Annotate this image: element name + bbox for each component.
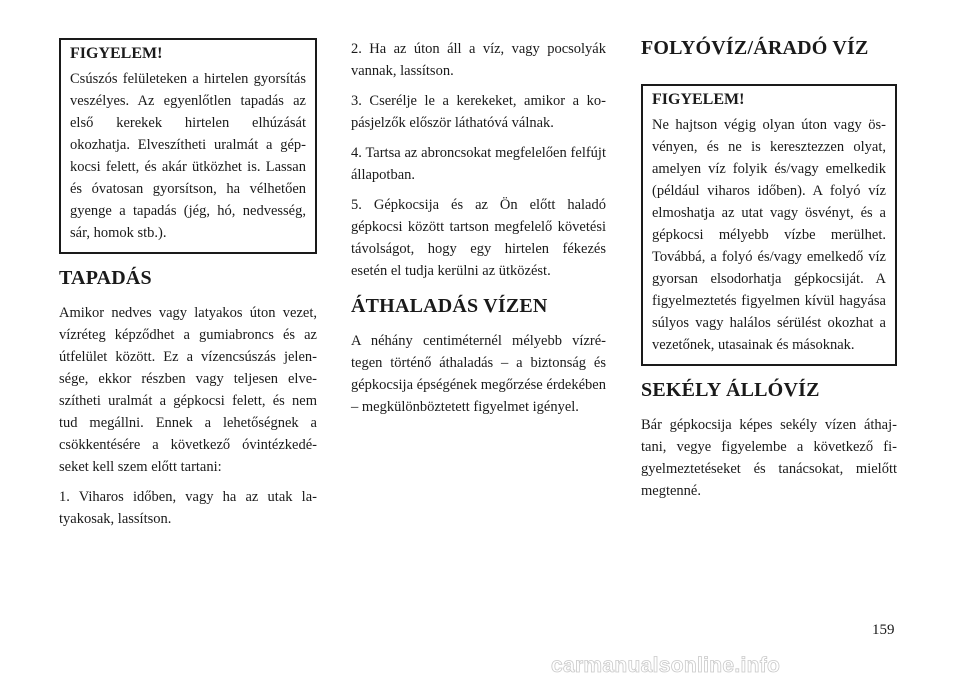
warning-box-slippery xyxy=(59,38,317,254)
shallow-water-paragraph: Bár gépkocsija képes sekély vízen áthajtani, vegye figyelembe a következő figyelmeztetéseket és tanácsokat, mielőtt megtenné. xyxy=(641,417,897,499)
heading-shallow-water: SEKÉLY ÁLLÓVÍZ xyxy=(641,379,820,401)
column-middle xyxy=(351,0,606,426)
list-item-1: 1. Viharos időben, vagy ha az utak latyakosak, lassítson. xyxy=(59,489,317,527)
heading-flowing-water: FOLYÓVÍZ/ÁRADÓ VÍZ xyxy=(641,37,869,59)
list-item-3: 3. Cserélje le a kerekeket, amikor a kopásjelzők először láthatóvá válnak. xyxy=(351,93,606,131)
warning-box-flowing-water xyxy=(641,84,897,366)
warning-title: FIGYELEM! xyxy=(652,91,745,108)
heading-traction: TAPADÁS xyxy=(59,267,152,289)
watermark-text: carmanualsonline.info xyxy=(551,654,781,677)
column-left xyxy=(59,0,317,538)
heading-water-crossing: ÁTHALADÁS VÍZEN xyxy=(351,295,548,317)
list-item-5: 5. Gépkocsija és az Ön előtt haladó gépkocsi között tartson megfelelő követési távolságot, hogy egy hirtelen fékezés esetén el tudja kerülni az ütközést. xyxy=(351,197,606,279)
warning-title: FIGYELEM! xyxy=(70,45,163,62)
warning-text: Ne hajtson végig olyan úton vagy ösvényen, és ne is keresztezzen olyat, amelyen víz folyik és/vagy emelkedik (például viharos időben). A folyó víz elmoshatja az utat vagy ösvényt, és a gépkocsi mélyebb vízbe merülhet. Továbbá, a folyó és/vagy emelkedő víz gyorsan elsodorhatja gépkocsiját. A figyelmeztetés figyelmen kívül hagyása súlyos vagy halálos sérülést okozhat a vezetőnek, utasainak és másoknak. xyxy=(652,117,886,353)
page-number: 159 xyxy=(872,622,895,638)
warning-text: Csúszós felületeken a hirtelen gyorsítás veszélyes. Az egyenlőtlen tapadás az első kerekek hirtelen elhúzását okozhatja. Elveszítheti uralmát a gépkocsi felett, és akár ütközhet is. Lassan és óvatosan gyorsítson, ha vélhetően gyenge a tapadás (jég, hó, nedvesség, sár, homok stb.). xyxy=(70,71,306,241)
list-item-2: 2. Ha az úton áll a víz, vagy pocsolyák vannak, lassítson. xyxy=(351,41,606,79)
traction-paragraph: Amikor nedves vagy latyakos úton vezet, vízréteg képződhet a gumiabroncs és az útfelület között. Ez a vízencsúszás jelensége, ekkor részben vagy teljesen elveszítheti uralmát a gépkocsi felett, és nem tud megállni. Ennek a lehetőségnek a csökkentésére a következő óvintézkedéseket kell szem előtt tartani: xyxy=(59,305,317,475)
water-crossing-paragraph: A néhány centiméternél mélyebb vízrétegen történő áthaladás – a biztonság és gépkocsija épségének megőrzése érdekében – megkülönböztetett figyelmet igényel. xyxy=(351,333,606,415)
column-right xyxy=(641,0,897,510)
list-item-4: 4. Tartsa az abroncsokat megfelelően felfújt állapotban. xyxy=(351,145,606,183)
